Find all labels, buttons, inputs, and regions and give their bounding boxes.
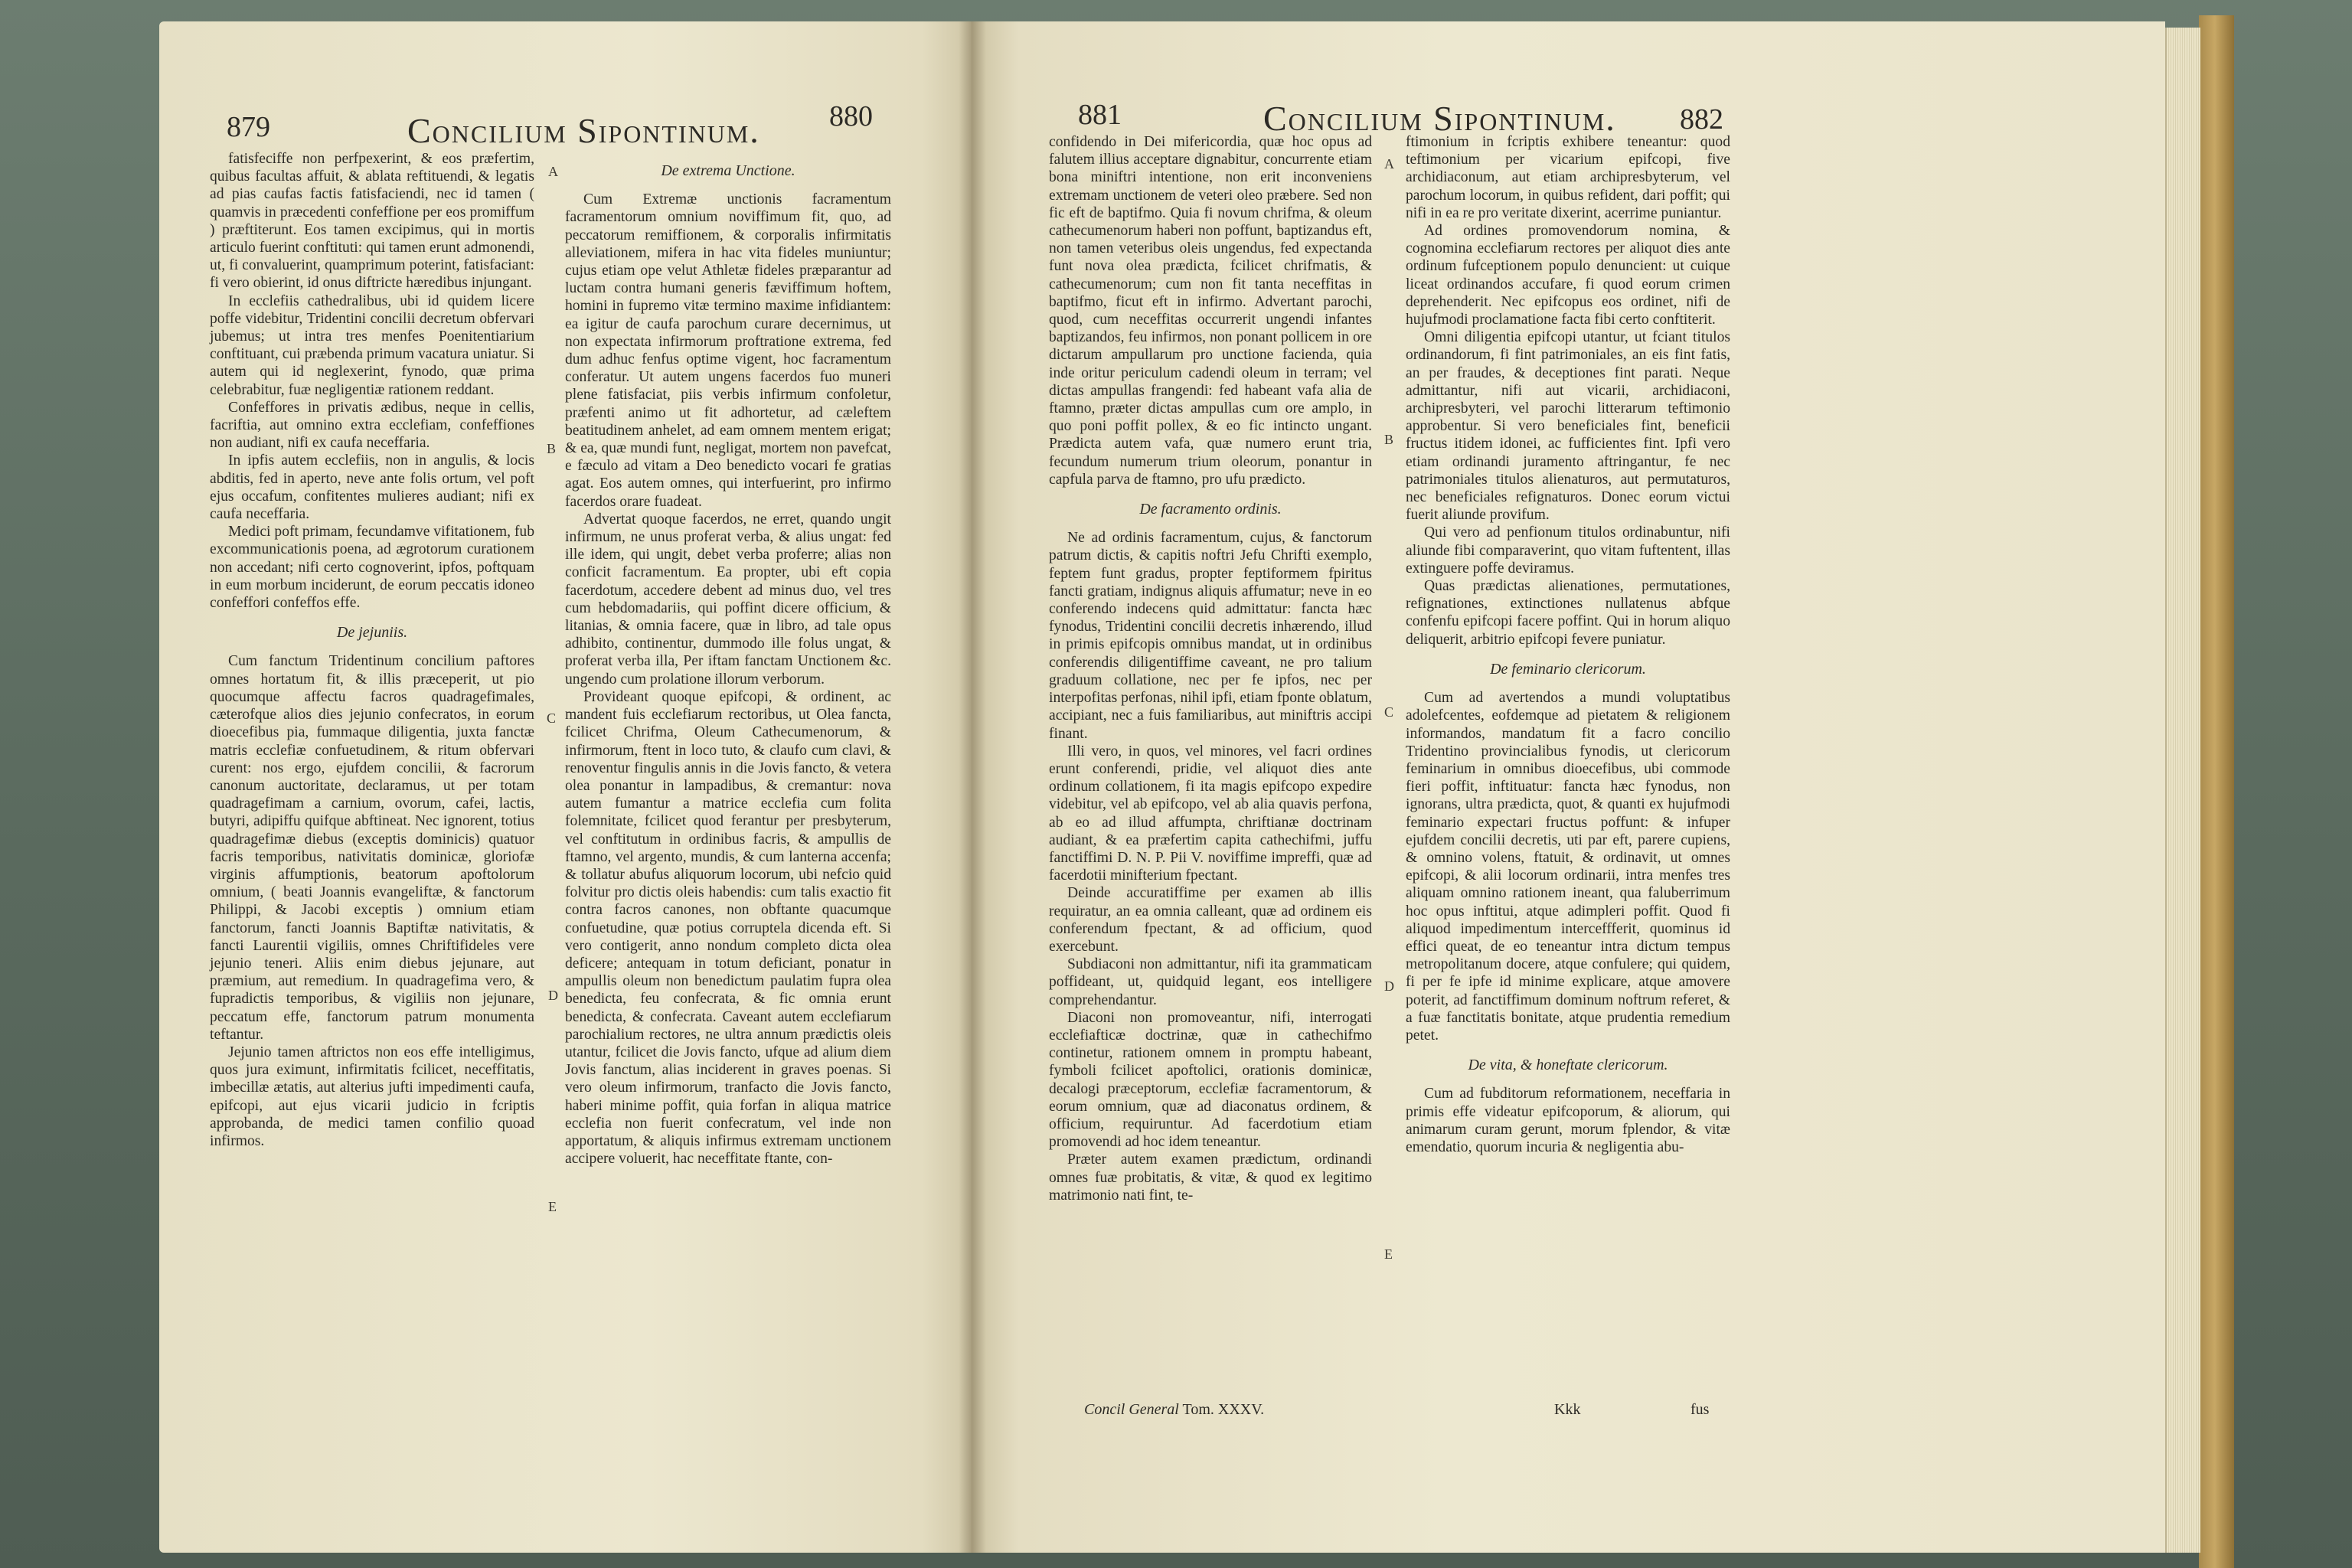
section-heading: De feminario clericorum. [1490,660,1646,678]
section-heading: De facramento ordinis. [1139,501,1282,518]
margin-letter-b: B [1384,432,1394,447]
running-title-left: Concilium Sipontinum. [407,111,760,150]
book-gutter [959,21,986,1553]
paragraph: Subdiaconi non admittantur, nifi ita grammaticam poffideant, ut, quidquid legant, eos intelligere comprehendantur. [1049,956,1372,1008]
paragraph: Ad ordines promovendorum nomina, & cognomina ecclefiarum rectores per aliquot dies ante ordinum fufceptionem populo denuncient: ut cuique liceat ordinandos accufare, fi quod eorum crimen deprehenderit. Nec epifcopus eos ordinet, nifi de hujufmodi proclamatione facta fibi certo conftiterit. [1406,223,1730,328]
paragraph: Provideant quoque epifcopi, & ordinent, ac mandent fuis ecclefiarum rectoribus, ut Olea fancta, fcilicet Chrifma, Oleum Cathecumenorum, & infirmorum, ftent in loco tuto, & claufo cum clavi, & renoventur fingulis annis in die Jovis fancto, & vetera olea ponantur in lampadibus, & cremantur: nova autem fumantur a matrice ecclefia cum folita folemnitate, fcilicet quod ferantur per presbyterum, vel conftitutum in ordinibus facris, & ampullis de ftamno, vel argento, mundis, & cum lanterna accenfa; & tollatur abufus aliquorum locorum, ubi nefcio quid folvitur pro dictis oleis habendis: cum talis exactio fit contra facros canones, non obftante quacumque confuetudine, quæ potius corruptela dicenda eft. Si vero contigerit, anno nondum completo dicta olea deficere; antequam in totum deficiant, ponatur in ampullis oleum non benedictum paulatim fupra olea benedicta, feu confecrata, & fic omnia erunt benedicta, & confecrata. Caveant autem ecclefiarum parochialium rectores, ne ultra annum prædictis oleis utantur, fcilicet die Jovis fancto, ufque ad alium diem Jovis fanctum, alias inciderent in graves poenas. Si vero oleum infirmorum, tranfacto die Jovis fancto, haberi minime poffit, quia forfan in aliqua matrice ecclefia non fuerit confecratum, vel inde non apportatum, & aliquis infirmus extremam unctionem accipere voluerit, hac neceffitate ftante, con- [565,688,891,1168]
paragraph: Cum ad fubditorum reformationem, neceffaria in primis effe videatur epifcoporum, & aliorum, qui animarum curam gerunt, morum fplendor, & vitæ emendatio, quorum incuria & negligentia abu- [1406,1086,1730,1155]
right-page [971,21,2165,1553]
catchword: fus [1690,1401,1710,1418]
paragraph: Confeffores in privatis ædibus, neque in cellis, facriftia, aut omnino extra ecclefiam, confeffiones non audiant, nifi ex caufa neceffaria. [210,399,534,452]
paragraph: Medici poft primam, fecundamve vifitationem, fub excommunicationis poena, ad ægrotorum curationem non accedant; nifi certo cognoverint, ipfos, poftquam in eum morbum inciderunt, de eorum peccatis idoneo confeffori confeffos effe. [210,524,534,612]
paragraph: In ipfis autem ecclefiis, non in angulis, & locis abditis, fed in aperto, neve ante folis ortum, vel poft ejus occafum, confitentes mulieres audiant; nifi ex caufa neceffaria. [210,452,534,523]
paragraph: fatisfeciffe non perfpexerint, & eos præfertim, quibus facultas affuit, & ablata reftituendi, & legatis ad pias caufas factis fatisfaciendi, nec id tamen ( quamvis in præcedenti confeffione per eos promiffum ) præftiterunt. Eos tamen excipimus, qui in mortis articulo fuerint conftituti: qui tamen erunt admonendi, ut, fi convaluerint, quamprimum poterint, fatisfaciant: fi vero obierint, id onus diftricte hæredibus injungant. [210,151,534,292]
signature-mark: Kkk [1554,1401,1581,1418]
margin-letter-e: E [1384,1246,1393,1262]
left-column-1 [210,150,534,1150]
paragraph: ftimonium in fcriptis exhibere teneantur: quod teftimonium per vicarium epifcopi, five archidiaconum, aut etiam archipresbyterum, vel parochum locorum, in quibus refident, dari poffit; qui nifi in ea re pro veritate dixerint, acerrime puniantur. [1406,134,1730,221]
paragraph: Cum fanctum Tridentinum concilium paftores omnes hortatum fit, & illis præceperit, ut pio quocumque affectu facros quadragefimales, cæterofque alios dies jejunio confecratos, in eorum dioecefibus pia, fummaque diligentia, juxta fanctæ matris ecclefiæ confuetudinem, & ritum obfervari curent: nos ergo, ejufdem concilii, & facrorum canonum auctoritate, declaramus, ut per totam quadragefimam a carnium, ovorum, cafei, lactis, butyri, adipiffu quifque abftineat. Nec ignorent, totius quadragefimæ diebus (exceptis dominicis) quatuor facris temporibus, nativitatis dominicæ, gloriofæ virginis affumptionis, beatorum apoftolorum omnium, ( beati Joannis evangeliftæ, & fanctorum Philippi, & Jacobi exceptis ) omnium etiam fanctorum, fancti Joannis Baptiftæ nativitatis, & fancti Laurentii vigiliis, omnes Chriftifideles vere jejunio teneri. Aliis enim diebus jejunare, aut præmium, aut remedium. In quadragefima vero, & fupradictis temporibus, & vigiliis non jejunare, peccatum effe, fanctorum patrum monumenta teftantur. [210,653,534,1043]
page-number-881: 881 [1078,99,1122,131]
paragraph: Qui vero ad penfionum titulos ordinabuntur, nifi aliunde fibi comparaverint, quo vitam fuftentent, illas extinguere poffe deviramus. [1406,524,1730,577]
right-column-2 [1406,133,1730,1156]
page-edges [2165,28,2200,1553]
paragraph: confidendo in Dei mifericordia, quæ hoc opus ad falutem illius acceptare dignabitur, concurrente etiam bona miniftri intentione, non erit inconveniens extremam unctionem de veteri oleo præbere. Sed non fic eft de baptifmo. Quia fi novum chrifma, & oleum cathecumenorum haberi non poffunt, baptizandus eft, non tamen veteribus oleis ungendus, fed expectanda funt nova olea prædicta, fcilicet chrifmatis, & cathecumenorum; cum non fit tanta neceffitas in baptifmo, ficut eft in infirmo. Advertant parochi, quod, cum neceffitas occurrerit ungendi infantes baptizandos, feu infirmos, non ponant pollicem in ore dictarum ampullarum pro unctione facienda, quia inde oritur periculum cadendi oleum in terram; vel dictas ampullas frangendi: fed habeant vafa alia de ftamno, præter dictas ampullas cum ore amplo, in quo poni poffit pollex, & eo fic intincto ungant. Prædicta autem vafa, quæ numero erunt tria, fecundum numerum trium oleorum, ponantur in capfula parva de ftamno, pro ufu prædicto. [1049,134,1372,488]
footer-volume: Tom. XXXV. [1182,1401,1265,1418]
paragraph: Cum Extremæ unctionis facramentum facramentorum omnium noviffimum fit, quo, ad peccatorum remiffionem, & corporalis infirmitatis alleviationem, mifera in hac vita fideles muniuntur; cujus etiam ope velut Athletæ fideles præparantur ad luctam contra humani generis fæviffimum hoftem, homini in fupremo vitæ termino maxime infidiantem: ea igitur de caufa parochum curare decernimus, ut non expectata infirmorum proftratione extrema, fed dum adhuc fenfus optime vigent, hoc facramentum conferatur. Ut autem ungens facerdos fuo muneri plene fatisfaciat, piis verbis infirmum confoletur, præfenti animo ut fit adhortetur, ad cæleftem beatitudinem anhelet, ad eam omnem mentem erigat; & ea, quæ mundi funt, negligat, mortem non pavefcat, e fæculo ad vitam a Deo benedicto vocari fe gratias agat. Eos autem omnes, qui interfuerint, pro infirmo facerdos orare fuadeat. [565,191,891,510]
paragraph: Quas prædictas alienationes, permutationes, refignationes, extinctiones nullatenus abfque confenfu epifcopi facere poffint. Qui in horum aliquo deliquerit, arbitrio epifcopi fevere puniatur. [1406,578,1730,648]
section-heading: De extrema Unctione. [661,162,795,179]
margin-letter-b: B [547,441,557,456]
book-cover-edge [2199,15,2234,1568]
footer-collection [1084,1401,1264,1419]
section-heading: De jejuniis. [336,624,408,642]
paragraph: Advertat quoque facerdos, ne erret, quando ungit infirmum, ne unus proferat verba, & alius ungat: fed ille idem, qui ungit, debet verba proferre; alias non conficit facramentum. Ea propter, ubi eft copia facerdotum, accedere debent ad minus duo, vel tres cum hebdomadariis, qui poffint dicere officium, & litanias, & omnia facere, quæ in libro, ad tale opus adhibito, continentur, dummodo ille folus ungat, & proferat verba illa, Per iftam fanctam Unctionem &c. ungendo cum prolatione illorum verborum. [565,511,891,688]
page-number-879: 879 [227,111,270,143]
paragraph: In ecclefiis cathedralibus, ubi id quidem licere poffe videbitur, Tridentini concilii decretum obfervari jubemus; ut intra tres menfes Poenitentiarium conftituant, cui præbenda primum vacatura uniatur. Si autem qui id neglexerint, fynodo, quæ prima celebrabitur, fuæ negligentiæ rationem reddant. [210,292,534,398]
page-number-882: 882 [1680,103,1723,136]
margin-letter-a: A [548,164,558,179]
margin-letter-a: A [1384,156,1394,172]
margin-letter-c: C [1384,704,1394,720]
footer-collection-name: Concil General [1084,1401,1179,1418]
margin-letter-d: D [1384,978,1394,994]
paragraph: Omni diligentia epifcopi utantur, ut fciant titulos ordinandorum, fi fint patrimoniales, an eis fint fatis, an per fraudes, & deceptiones fint parati. Neque admittantur, nifi aut vicarii, archidiaconi, archipresbyteri, vel parochi litterarum teftimonio approbentur. Si vero beneficiales fint, beneficii fructus itidem idonei, ac fufficientes fint. Ipfi vero etiam ordinandi juramento aftringantur, fe nec patrimoniales titulos alienaturos, aut permutaturos, nec beneficiales refignaturos. Donec eorum victui fuerit aliunde provifum. [1406,329,1730,524]
margin-letter-c: C [547,710,557,726]
paragraph: Cum ad avertendos a mundi voluptatibus adolefcentes, eofdemque ad pietatem & religionem informandos, mandatum fit a facro concilio Tridentino provincialibus fynodis, ut clericorum feminarium in omnibus dioecefibus, ubi commode fieri poffit, inftituatur: fancta hæc fynodus, non ignorans, ultra prædicta, quot, & quanti ex hujufmodi feminario expectari fructus poffunt: & infuper ejufdem concilii decretis, uti par eft, parere cupiens, & omnino volens, ftatuit, & ordinavit, ut omnes epifcopi, & alii locorum ordinarii, intra menfes tres aliquam omnino rationem ineant, qua faluberrimum hoc opus inftitui, atque adimpleri poffit. Quod fi aliquod impedimentum interceffferit, quominus id effici queat, de eo teneantur intra dictum tempus metropolitanum docere, atque confulere; qui quidem, fi per fe ipfe id minime explicare, atque amovere poterit, ad fanctiffimum dominum noftrum referet, & a fuæ fanctitatis bonitate, atque prudentia remedium petet. [1406,690,1730,1044]
right-column-1 [1049,133,1372,1204]
paragraph: Deinde accuratiffime per examen ab illis requiratur, an ea omnia calleant, quæ ad ordinem eis conferendum fpectant, & ad officium, quod exercebunt. [1049,885,1372,955]
left-page [159,21,971,1553]
paragraph: Illi vero, in quos, vel minores, vel facri ordines erunt conferendi, pridie, vel aliquot dies ante ordinum collationem, fi ita magis epifcopo expedire videbitur, vel ab epifcopo, vel ab alia quavis perfona, ab eo ad illud affumpta, chriftianæ doctrinam audiant, & ea præfertim capita cathechifmi, juffu fanctiffimi D. N. P. Pii V. noviffime impreffi, quæ ad facerdotii minifterium fpectant. [1049,743,1372,884]
paragraph: Jejunio tamen aftrictos non eos effe intelligimus, quos jura eximunt, infirmitatis fcilicet, neceffitatis, imbecillæ ætatis, aut alterius jufti impedimenti caufa, epifcopi, aut ejus vicarii judicio in fcriptis approbanda, de medici tamen confilio quoad infirmos. [210,1044,534,1149]
paragraph: Diaconi non promoveantur, nifi, interrogati ecclefiafticæ doctrinæ, quæ in cathechifmo continetur, rationem omnem in promptu habeant, fymboli fcilicet apoftolici, orationis dominicæ, decalogi præceptorum, ecclefiæ facramentorum, & eorum omnium, quæ ad diaconatus ordinem, & officium, requiruntur. Ad facerdotium etiam promovendi ad hoc idem teneantur. [1049,1009,1372,1151]
running-title-right: Concilium Sipontinum. [1263,99,1616,138]
page-number-880: 880 [829,100,873,132]
section-heading: De vita, & honeftate clericorum. [1468,1057,1668,1074]
left-column-2 [565,150,891,1168]
paragraph: Ne ad ordinis facramentum, cujus, & fanctorum patrum dictis, & capitis noftri Jefu Chrifti exemplo, feptem funt gradus, propter feptiformem fpiritus fancti gratiam, indignus aliquis affumatur; neve in eo conferendo indecens quid admittatur: fancta hæc fynodus, Tridentini concilii decretis inhærendo, illud in primis epifcopis omnibus mandat, ut in ordinibus conferendis diligentiffime caveant, ne pro talium graduum collatione, nec per fe ipfos, nec per interpofitas perfonas, nihil ipfi, etiam fponte oblatum, accipiant, nec a fuis familiaribus, aut miniftris accipi finant. [1049,530,1372,742]
margin-letter-d: D [548,988,558,1003]
paragraph: Præter autem examen prædictum, ordinandi omnes fuæ probitatis, & vitæ, & quod ex legitimo matrimonio nati fint, te- [1049,1152,1372,1204]
margin-letter-e: E [548,1199,557,1214]
